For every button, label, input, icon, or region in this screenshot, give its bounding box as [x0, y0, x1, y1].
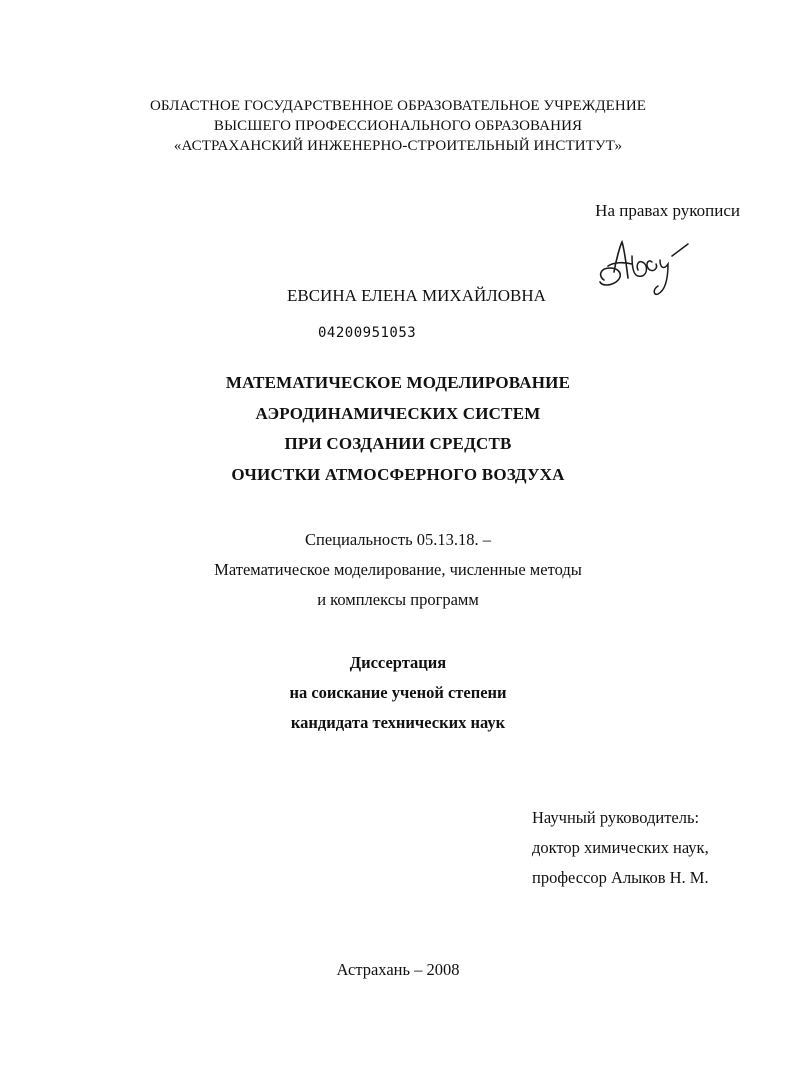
supervisor-line-2: доктор химических наук, [532, 838, 709, 857]
manuscript-rights-note: На правах рукописи [595, 201, 740, 220]
catalog-number-stamp: 04200951053 [318, 325, 417, 341]
title-line-3: ПРИ СОЗДАНИИ СРЕДСТВ [284, 434, 512, 453]
specialty-block [0, 525, 796, 615]
institution-header [0, 96, 796, 156]
specialty-line-2: Математическое моделирование, численные методы [214, 560, 582, 579]
supervisor-block [532, 803, 709, 893]
author-name: ЕВСИНА ЕЛЕНА МИХАЙЛОВНА [287, 286, 546, 305]
handwritten-signature [590, 232, 700, 302]
dissertation-title [0, 368, 796, 490]
degree-block [0, 648, 796, 738]
degree-line-3: кандидата технических наук [290, 713, 506, 732]
title-line-2: АЭРОДИНАМИЧЕСКИХ СИСТЕМ [255, 403, 541, 423]
degree-line-2: на соискание ученой степени [289, 683, 507, 702]
title-line-1: МАТЕМАТИЧЕСКОЕ МОДЕЛИРОВАНИЕ [225, 373, 571, 392]
supervisor-line-3: профессор Алыков Н. М. [532, 868, 709, 887]
city-year: Астрахань – 2008 [336, 960, 460, 979]
institution-line-1: ОБЛАСТНОЕ ГОСУДАРСТВЕННОЕ ОБРАЗОВАТЕЛЬНОЕ УЧРЕЖДЕНИЕ [149, 98, 647, 114]
institution-line-3: «АСТРАХАНСКИЙ ИНЖЕНЕРНО-СТРОИТЕЛЬНЫЙ ИНСТИТУТ» [173, 138, 623, 154]
title-line-4: ОЧИСТКИ АТМОСФЕРНОГО ВОЗДУХА [231, 464, 565, 484]
specialty-line-1: Специальность 05.13.18. – [305, 530, 491, 549]
degree-line-1: Диссертация [349, 653, 447, 672]
specialty-line-3: и комплексы программ [317, 590, 479, 609]
institution-line-2: ВЫСШЕГО ПРОФЕССИОНАЛЬНОГО ОБРАЗОВАНИЯ [213, 118, 583, 134]
supervisor-line-1: Научный руководитель: [532, 808, 700, 827]
